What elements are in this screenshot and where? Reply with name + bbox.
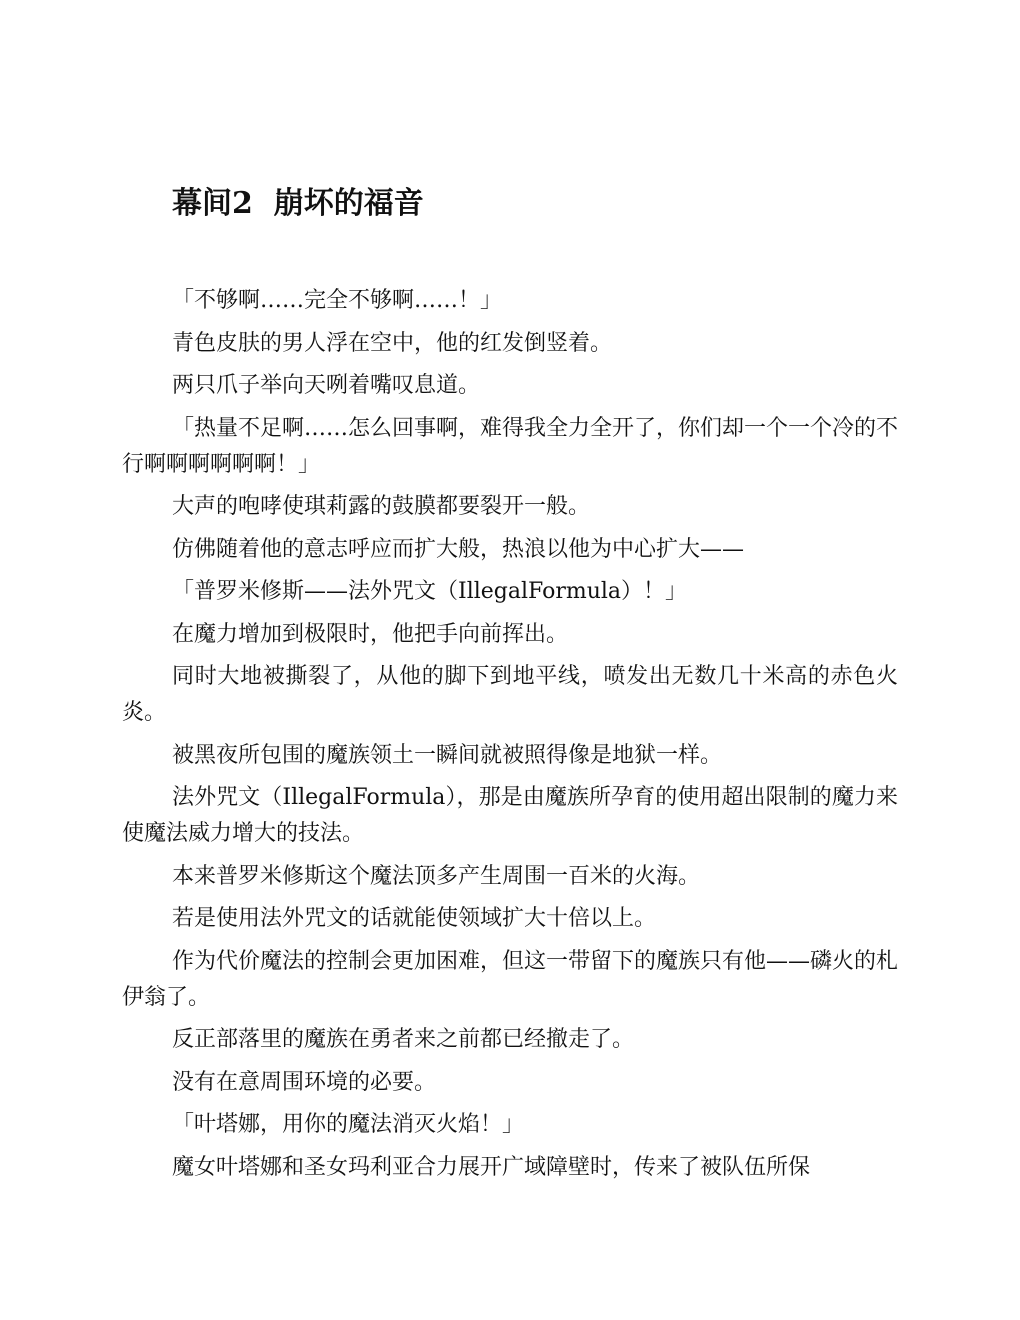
paragraph: 青色皮肤的男人浮在空中，他的红发倒竖着。 [172,330,613,356]
paragraph: 作为代价魔法的控制会更加困难，但这一带留下的魔族只有他——磷火的札伊翁了。 [122,948,899,1010]
body-text [122,283,898,1192]
paragraph: 「普罗米修斯——法外咒文（IllegalFormula）！」 [172,579,688,604]
paragraph: 仿佛随着他的意志呼应而扩大般，热浪以他为中心扩大—— [172,536,745,562]
paragraph: 「热量不足啊……怎么回事啊，难得我全力全开了，你们却一个一个冷的不行啊啊啊啊啊啊！」 [122,415,899,477]
paragraph: 反正部落里的魔族在勇者来之前都已经撤走了。 [172,1027,635,1052]
paragraph: 「叶塔娜，用你的魔法消灭火焰！」 [172,1112,525,1137]
paragraph: 魔女叶塔娜和圣女玛利亚合力展开广域障壁时，传来了被队伍所保 [172,1154,811,1180]
paragraph: 在魔力增加到极限时，他把手向前挥出。 [172,621,569,647]
paragraph: 若是使用法外咒文的话就能使领域扩大十倍以上。 [172,906,657,931]
paragraph: 没有在意周围环境的必要。 [172,1069,437,1095]
paragraph: 大声的咆哮使琪莉露的鼓膜都要裂开一般。 [172,494,591,519]
paragraph: 本来普罗米修斯这个魔法顶多产生周围一百米的火海。 [172,863,701,889]
paragraph: 两只爪子举向天咧着嘴叹息道。 [172,373,481,398]
paragraph: 被黑夜所包围的魔族领土一瞬间就被照得像是地狱一样。 [172,742,723,768]
paragraph: 「不够啊……完全不够啊……！」 [172,288,503,313]
chapter-title: 幕间2 崩坏的福音 [172,186,424,221]
paragraph: 法外咒文（IllegalFormula），那是由魔族所孕育的使用超出限制的魔力来使魔法威力增大的技法。 [122,785,898,846]
paragraph: 同时大地被撕裂了，从他的脚下到地平线，喷发出无数几十米高的赤色火炎。 [122,664,898,725]
